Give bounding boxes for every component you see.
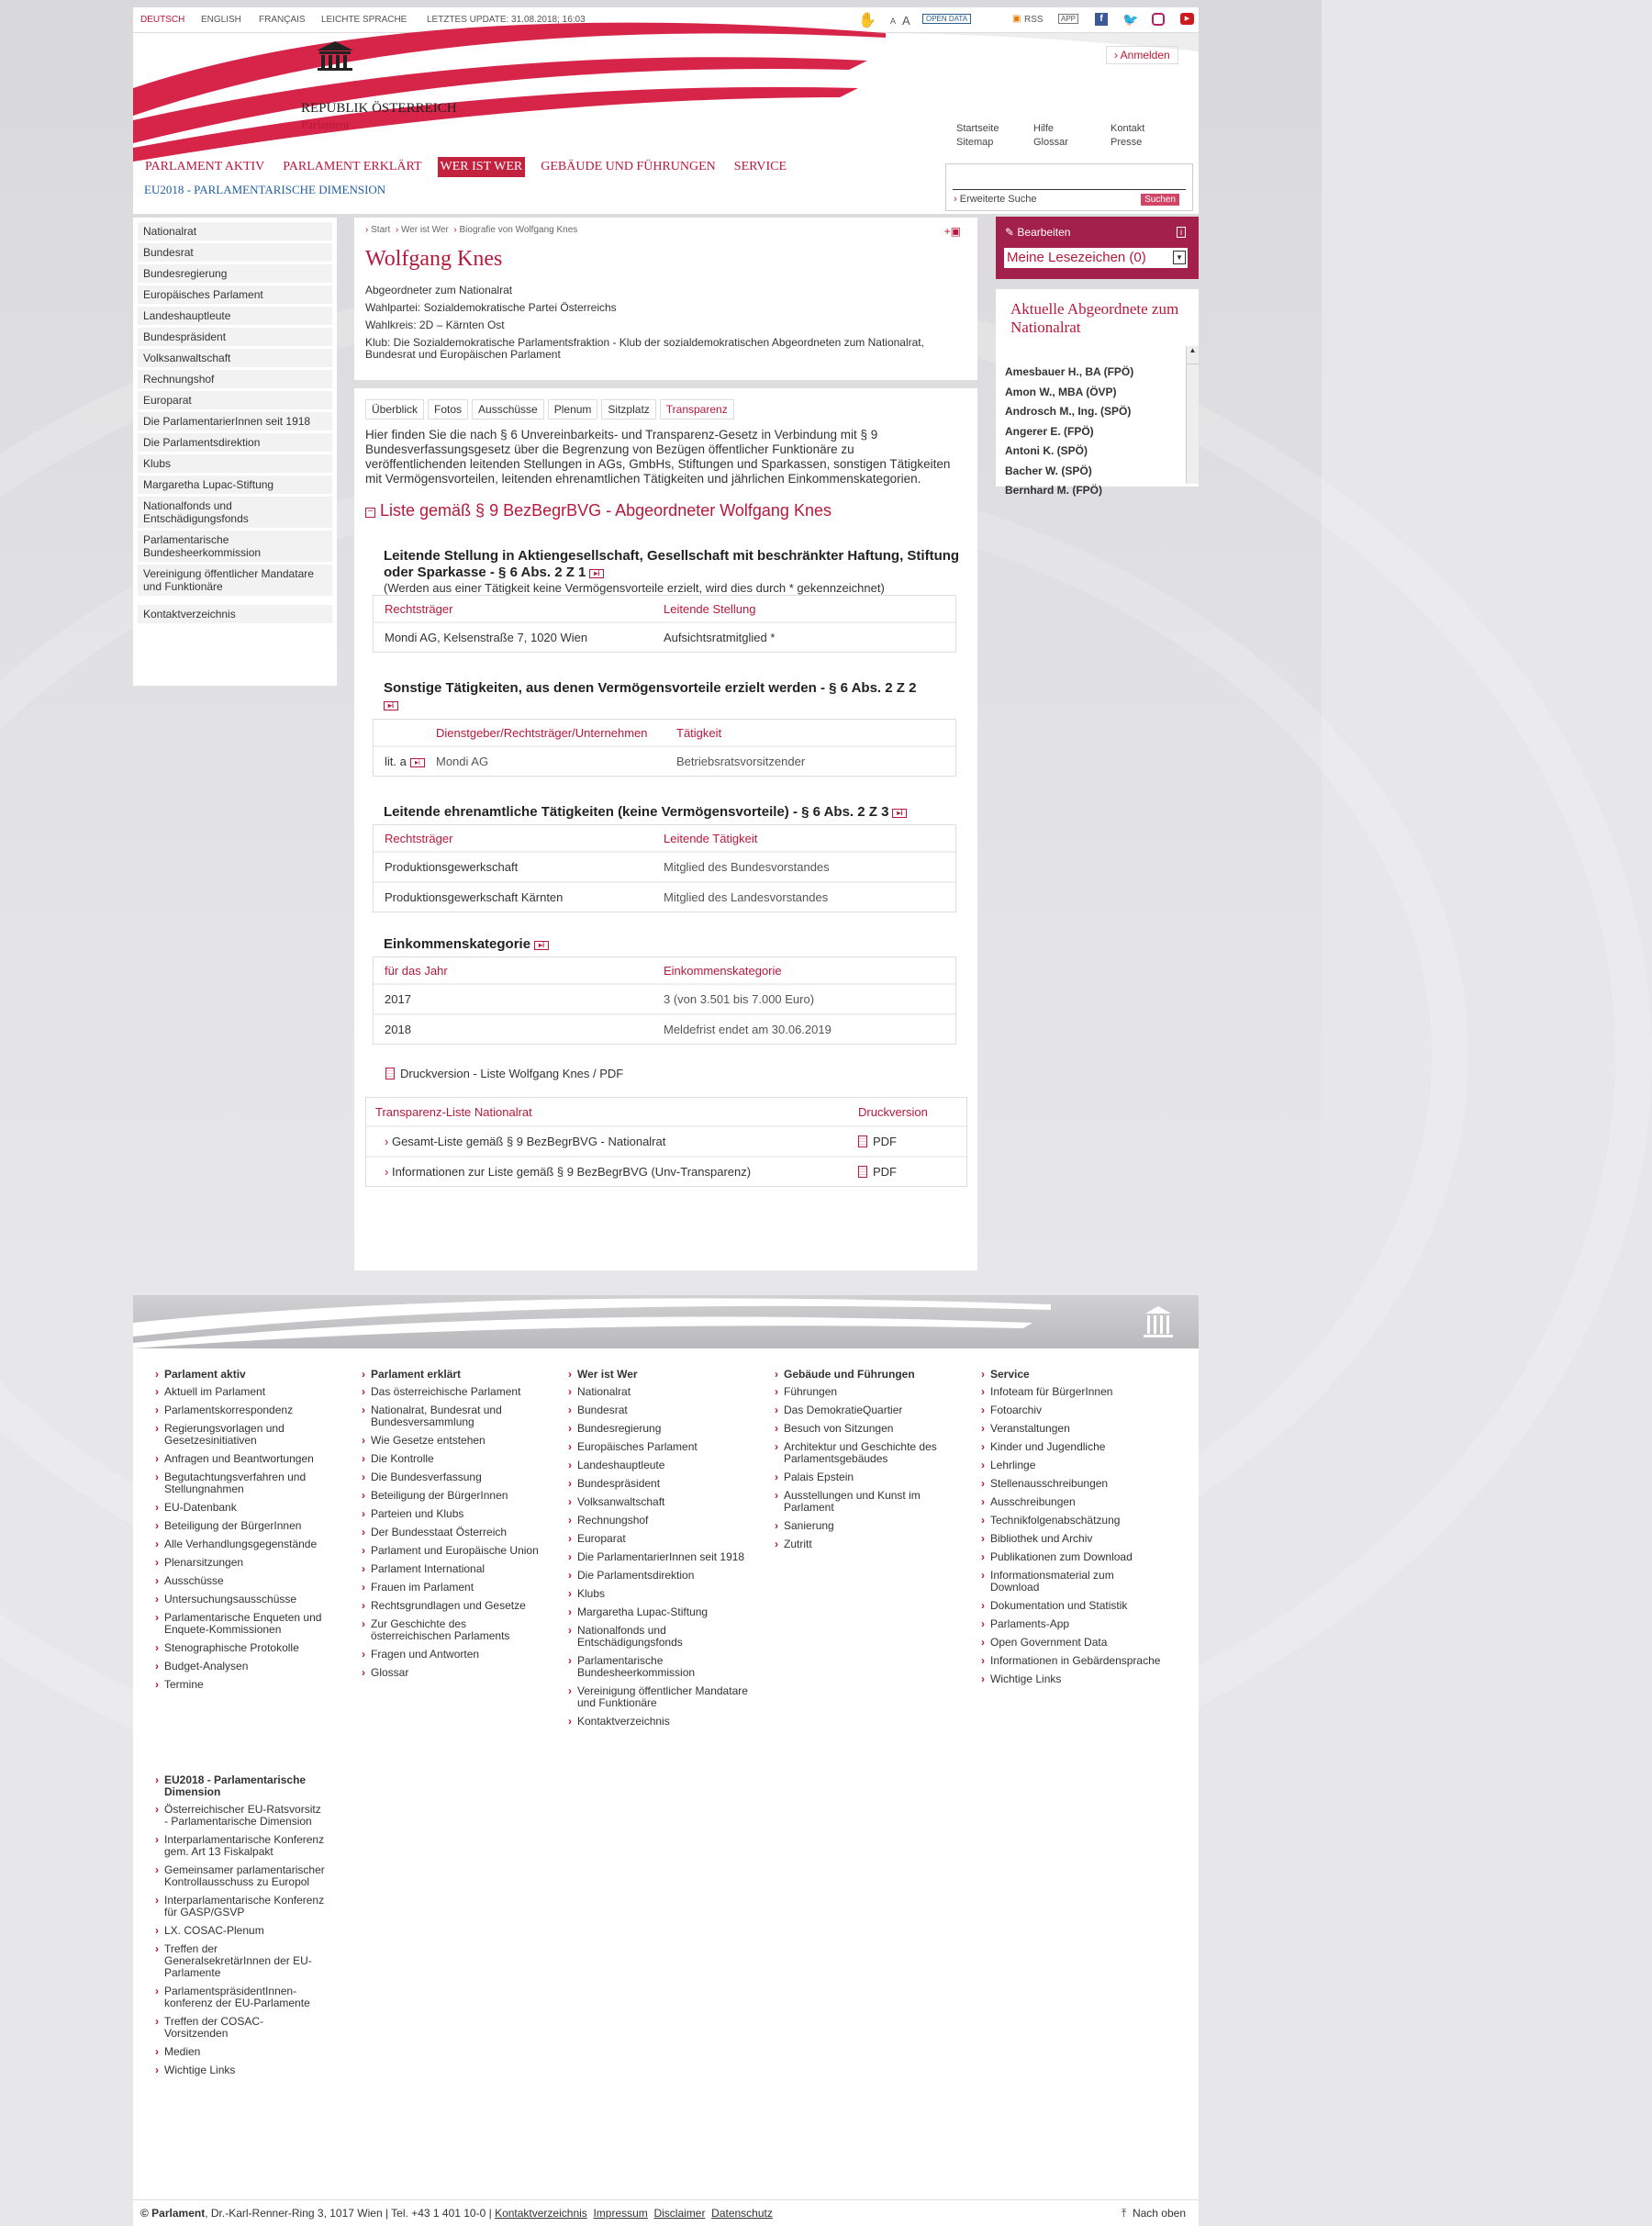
footer-column	[151, 1369, 335, 1697]
sidebar	[133, 218, 337, 686]
tab-ueberblick[interactable]: Überblick	[365, 399, 424, 419]
col-header: Rechtsträger	[385, 831, 453, 845]
link-startseite[interactable]: Startseite	[956, 123, 999, 134]
section4-title: Einkommenskategorie	[384, 936, 531, 952]
footer-link[interactable]: › Publikationen zum Download	[977, 1551, 1161, 1563]
info-icon[interactable]: ▸i	[410, 758, 425, 767]
nav-parlament-erklaert[interactable]: PARLAMENT ERKLÄRT	[283, 160, 422, 173]
table-row	[374, 745, 955, 776]
footer-link[interactable]: › Untersuchungsausschüsse	[151, 1594, 335, 1605]
sidebar-item[interactable]: Parlamentarische Bundesheerkommission	[138, 531, 332, 562]
footer-link[interactable]: › Ausstellungen und Kunst im Parlament	[771, 1490, 954, 1514]
edit-label[interactable]: Bearbeiten	[1017, 226, 1071, 239]
tab-ausschuesse[interactable]: Ausschüsse	[472, 399, 544, 419]
main-content	[354, 388, 977, 1270]
section4-heading	[384, 936, 966, 953]
members-title: Aktuelle Abgeordnete zum Nationalrat	[1010, 300, 1179, 336]
footer-link[interactable]: › Parlament International	[358, 1563, 541, 1575]
footer-link[interactable]: › Nationalrat	[564, 1386, 748, 1398]
footer-link[interactable]: › Frauen im Parlament	[358, 1582, 541, 1594]
footer-link[interactable]: › Zur Geschichte des österreichischen Parlaments	[358, 1618, 541, 1642]
copyright: © Parlament	[140, 2207, 206, 2220]
arrow-up-icon: ⤒	[1121, 2207, 1127, 2220]
members-list	[1005, 363, 1133, 501]
table-row	[374, 851, 955, 881]
sidebar-item[interactable]: Die Parlamentsdirektion	[138, 433, 332, 452]
pdf-label: PDF	[873, 1135, 897, 1148]
footer-link[interactable]: › Führungen	[771, 1386, 954, 1398]
table-cell: Mondi AG	[436, 755, 489, 768]
table-cell: Mitglied des Bundesvorstandes	[664, 860, 830, 874]
sidebar-item[interactable]: Rechnungshof	[138, 370, 332, 388]
address: , Dr.-Karl-Renner-Ring 3, 1017 Wien | Tel. +43 1 401 10-0 |	[205, 2207, 492, 2220]
sign-language-icon[interactable]: ✋	[858, 13, 876, 28]
member-link[interactable]: Androsch M., Ing. (SPÖ)	[1005, 405, 1132, 418]
sidebar-item[interactable]: Die ParlamentarierInnen seit 1918	[138, 412, 332, 431]
col-header: Rechtsträger	[385, 601, 453, 616]
table-row	[374, 621, 955, 652]
member-link[interactable]: Amon W., MBA (ÖVP)	[1005, 385, 1117, 398]
footer-column-heading[interactable]: › EU2018 - Parlamentarische Dimension	[151, 1774, 326, 1798]
sidebar-item[interactable]: Nationalfonds und Entschädigungsfonds	[138, 497, 332, 528]
footer-column-heading[interactable]: › Gebäude und Führungen	[771, 1369, 954, 1381]
footer-column	[358, 1369, 541, 1685]
app-button[interactable]: APP	[1058, 14, 1078, 24]
footer-link[interactable]: › Rechtsgrundlagen und Gesetze	[358, 1600, 541, 1612]
footer-link[interactable]: › Bundesregierung	[564, 1423, 748, 1435]
info-icon[interactable]: i	[1177, 227, 1186, 238]
link-sitemap[interactable]: Sitemap	[956, 137, 994, 148]
member-link[interactable]: Bacher W. (SPÖ)	[1005, 464, 1092, 477]
footer-link[interactable]: › Informationen in Gebärdensprache	[977, 1655, 1161, 1667]
col-header: Leitende Stellung	[664, 601, 756, 616]
footer-link[interactable]: › Ausschreibungen	[977, 1496, 1161, 1508]
info-list-link[interactable]: › Informationen zur Liste gemäß § 9 BezBegrBVG (Unv-Transparenz)	[385, 1165, 752, 1179]
tab-transparenz[interactable]: Transparenz	[660, 399, 734, 419]
crumb-current: Biografie von Wolfgang Knes	[459, 225, 578, 235]
table-cell: Produktionsgewerkschaft Kärnten	[385, 890, 564, 904]
nav-wer-ist-wer[interactable]: WER IST WER	[438, 157, 526, 177]
footer-link[interactable]: › Sanierung	[771, 1520, 954, 1532]
footer-link[interactable]: › Aktuell im Parlament	[151, 1386, 335, 1398]
list-title: Liste gemäß § 9 BezBegrBVG - Abgeordneter Wolfgang Knes	[380, 501, 832, 520]
print-label: Druckversion - Liste Wolfgang Knes / PDF	[400, 1067, 624, 1080]
tab-plenum[interactable]: Plenum	[548, 399, 598, 419]
footer-link[interactable]: › Wichtige Links	[977, 1673, 1161, 1685]
sidebar-item[interactable]: Nationalrat	[138, 222, 332, 240]
edit-panel	[996, 217, 1199, 279]
table-row	[366, 1125, 966, 1156]
footer-link-impressum[interactable]: Impressum	[593, 2207, 648, 2220]
footer-link[interactable]: › Palais Epstein	[771, 1471, 954, 1483]
footer-link[interactable]: › Regierungsvorlagen und Gesetzesinitiativen	[151, 1423, 335, 1447]
footer-link[interactable]: › Medien	[151, 2046, 326, 2058]
footer-link[interactable]: › Dokumentation und Statistik	[977, 1600, 1161, 1612]
sidebar-item[interactable]: Europarat	[138, 391, 332, 409]
footer-link[interactable]: › Treffen der COSAC-Vorsitzenden	[151, 2016, 326, 2040]
footer-swoosh	[133, 1295, 1199, 1348]
footer-link[interactable]: › Beteiligung der BürgerInnen	[358, 1490, 541, 1502]
footer-link[interactable]: › Die Parlamentsdirektion	[564, 1570, 748, 1582]
table-cell: 2017	[385, 992, 411, 1006]
link-hilfe[interactable]: Hilfe	[1033, 123, 1055, 134]
footer-link[interactable]: › Parlament und Europäische Union	[358, 1545, 541, 1557]
print-link[interactable]	[385, 1067, 966, 1080]
footer-link[interactable]: › LX. COSAC-Plenum	[151, 1925, 326, 1937]
login-label: Anmelden	[1120, 49, 1170, 62]
footer-column-heading[interactable]: › Parlament erklärt	[358, 1369, 541, 1381]
footer-link[interactable]: › Anfragen und Beantwortungen	[151, 1453, 335, 1465]
footer-link[interactable]: › Wie Gesetze entstehen	[358, 1435, 541, 1447]
footer-link[interactable]: › Die Kontrolle	[358, 1453, 541, 1465]
section3-title: Leitende ehrenamtliche Tätigkeiten (keine Vermögensvorteile) - § 6 Abs. 2 Z 3	[384, 804, 889, 820]
advanced-search-label: Erweiterte Suche	[959, 194, 1037, 205]
main-nav	[142, 157, 802, 177]
lang-deutsch[interactable]: DEUTSCH	[140, 15, 185, 25]
transparency-list-table	[365, 1097, 967, 1187]
footer-link[interactable]: › Lehrlinge	[977, 1460, 1161, 1471]
open-data-button[interactable]: OPEN DATA	[922, 14, 971, 24]
nav-parlament-aktiv[interactable]: PARLAMENT AKTIV	[145, 160, 265, 173]
back-to-top[interactable]	[1122, 2207, 1186, 2220]
bookmark-add-icon[interactable]: +▣	[943, 225, 961, 238]
crumb-wer-ist-wer[interactable]: Wer ist Wer	[400, 225, 449, 235]
scrollbar[interactable]: ▲	[1186, 346, 1199, 484]
section2-title: Sonstige Tätigkeiten, aus denen Vermögensvorteile erzielt werden - § 6 Abs. 2 Z 2	[384, 680, 917, 696]
col-header: Transparenz-Liste Nationalrat	[375, 1104, 532, 1119]
pdf-label: PDF	[873, 1165, 897, 1179]
sidebar-item[interactable]: Vereinigung öffentlicher Mandatare und Funktionäre	[138, 565, 332, 596]
member-link[interactable]: Angerer E. (FPÖ)	[1005, 424, 1094, 438]
footer-link[interactable]: › Kontaktverzeichnis	[564, 1716, 748, 1728]
footer-link[interactable]: › Bundesrat	[564, 1404, 748, 1416]
footer-link[interactable]: › Infoteam für BürgerInnen	[977, 1386, 1161, 1398]
parliament-logo-icon[interactable]	[303, 39, 367, 73]
link-presse[interactable]: Presse	[1111, 137, 1143, 148]
col-header: Druckversion	[858, 1104, 928, 1119]
member-link[interactable]: Bernhard M. (FPÖ)	[1005, 484, 1103, 497]
table-section1	[373, 595, 956, 653]
edit-icon[interactable]: ✎	[1005, 226, 1015, 239]
sidebar-item[interactable]: Volksanwaltschaft	[138, 349, 332, 367]
person-tabs	[365, 399, 966, 419]
lang-francais[interactable]: FRANÇAIS	[259, 15, 306, 25]
footer-link[interactable]: › EU-Datenbank	[151, 1502, 335, 1514]
footer-column-heading[interactable]: › Wer ist Wer	[564, 1369, 748, 1381]
link-label: Gesamt-Liste gemäß § 9 BezBegrBVG - Nationalrat	[391, 1135, 666, 1148]
table-section2	[373, 719, 956, 777]
person-party: Wahlpartei: Sozialdemokratische Partei Österreichs	[365, 301, 617, 314]
footer-link[interactable]: › Fotoarchiv	[977, 1404, 1161, 1416]
footer-link[interactable]: › Open Government Data	[977, 1637, 1161, 1649]
sidebar-item[interactable]: Kontaktverzeichnis	[138, 605, 332, 623]
breadcrumb: › Start › Wer ist Wer › Biografie von Wolfgang Knes	[365, 225, 578, 235]
search-box	[945, 163, 1193, 211]
footer-link[interactable]: › ParlamentspräsidentInnen-konferenz der EU-Parlamente	[151, 1986, 326, 2009]
sidebar-item[interactable]: Bundesregierung	[138, 264, 332, 283]
footer-link[interactable]: › Parlamentarische Enqueten und Enquete-Kommissionen	[151, 1612, 335, 1636]
person-district: Wahlkreis: 2D – Kärnten Ost	[365, 319, 505, 331]
info-icon[interactable]: ▸i	[892, 809, 907, 818]
pdf-icon	[858, 1166, 867, 1178]
crumb-start[interactable]: Start	[371, 225, 391, 235]
col-header: Dienstgeber/Rechtsträger/Unternehmen	[436, 725, 648, 740]
member-link[interactable]: Antoni K. (SPÖ)	[1005, 444, 1088, 457]
subnav-eu2018[interactable]: EU2018 - PARLAMENTARISCHE DIMENSION	[144, 183, 386, 196]
footer-link[interactable]: › Besuch von Sitzungen	[771, 1423, 954, 1435]
current-members-panel	[996, 289, 1199, 497]
footer-link[interactable]: › Interparlamentarische Konferenz gem. Art 13 Fiskalpakt	[151, 1834, 326, 1858]
footer-link[interactable]: › Das DemokratieQuartier	[771, 1404, 954, 1416]
info-icon[interactable]: ▸i	[534, 941, 549, 950]
search-input[interactable]	[953, 175, 1186, 190]
footer-link[interactable]: › Parlaments-App	[977, 1618, 1161, 1630]
footer-link[interactable]: › Nationalrat, Bundesrat und Bundesversammlung	[358, 1404, 541, 1428]
section3-heading	[384, 804, 966, 821]
table-cell: Meldefrist endet am 30.06.2019	[664, 1023, 832, 1036]
collapse-icon[interactable]: −	[365, 508, 375, 518]
lit-label: lit. a	[385, 755, 407, 768]
table-row	[366, 1156, 966, 1186]
sidebar-item[interactable]: Europäisches Parlament	[138, 285, 332, 304]
footer-link[interactable]: › Plenarsitzungen	[151, 1557, 335, 1569]
table-section4	[373, 956, 956, 1045]
footer-link[interactable]: › Zutritt	[771, 1538, 954, 1550]
pdf-link[interactable]	[858, 1135, 897, 1148]
footer-link[interactable]: › Bundespräsident	[564, 1478, 748, 1490]
link-glossar[interactable]: Glossar	[1033, 137, 1068, 148]
footer-link[interactable]: › Architektur und Geschichte des Parlamentsgebäudes	[771, 1441, 954, 1465]
col-header: Einkommenskategorie	[664, 963, 782, 978]
footer-link[interactable]: › Kinder und Jugendliche	[977, 1441, 1161, 1453]
footer-link[interactable]: › Parteien und Klubs	[358, 1508, 541, 1520]
footer-link-disclaimer[interactable]: Disclaimer	[653, 2207, 706, 2220]
footer-link[interactable]: › Glossar	[358, 1667, 541, 1679]
footer-link-kontakt[interactable]: Kontaktverzeichnis	[495, 2207, 587, 2220]
footer-link[interactable]: › Stenographische Protokolle	[151, 1642, 335, 1654]
footer-link[interactable]: › Parlamentarische Bundesheerkommission	[564, 1655, 748, 1679]
footer-link[interactable]: › Alle Verhandlungsgegenstände	[151, 1538, 335, 1550]
table-row	[374, 1013, 955, 1044]
footer-link[interactable]: › Das österreichische Parlament	[358, 1386, 541, 1398]
pdf-icon	[858, 1135, 867, 1147]
rss-link[interactable]: RSS	[1024, 15, 1044, 25]
tab-sitzplatz[interactable]: Sitzplatz	[601, 399, 655, 419]
col-header: Tätigkeit	[676, 725, 722, 740]
table-cell: Produktionsgewerkschaft	[385, 860, 519, 874]
section2-heading	[384, 680, 971, 713]
font-larger-button[interactable]: A	[902, 14, 910, 28]
col-header: Leitende Tätigkeit	[664, 831, 758, 845]
bookmarks-label: Meine Lesezeichen (0)	[1007, 250, 1146, 265]
table-cell: Betriebsratsvorsitzender	[676, 755, 806, 768]
link-kontakt[interactable]: Kontakt	[1111, 123, 1145, 134]
footer-column	[564, 1369, 748, 1734]
footer-link[interactable]: › Rechnungshof	[564, 1515, 748, 1527]
pdf-icon	[385, 1068, 395, 1079]
table-cell: Aufsichtsratmitglied *	[664, 631, 776, 644]
table-section3	[373, 824, 956, 912]
nav-gebaeude[interactable]: GEBÄUDE UND FÜHRUNGEN	[541, 160, 716, 173]
footer-link[interactable]: › Ausschüsse	[151, 1575, 335, 1587]
footer-column	[977, 1369, 1161, 1692]
footer-link[interactable]: › Der Bundesstaat Österreich	[358, 1527, 541, 1538]
sidebar-item[interactable]: Bundesrat	[138, 243, 332, 262]
footer-link[interactable]: › Europäisches Parlament	[564, 1441, 748, 1453]
footer-link[interactable]: › Vereinigung öffentlicher Mandatare und Funktionäre	[564, 1685, 748, 1709]
table-row	[374, 983, 955, 1013]
sidebar-item[interactable]: Landeshauptleute	[138, 307, 332, 325]
instagram-icon[interactable]	[1152, 13, 1165, 26]
youtube-icon[interactable]: ▶	[1180, 13, 1194, 25]
footer-link-datenschutz[interactable]: Datenschutz	[711, 2207, 773, 2220]
footer-link[interactable]: › Termine	[151, 1679, 335, 1691]
footer-column-heading[interactable]: › Service	[977, 1369, 1161, 1381]
nav-service[interactable]: SERVICE	[733, 160, 787, 173]
brand-subtitle[interactable]: Parlament	[301, 117, 350, 131]
advanced-search-link[interactable]: › Erweiterte Suche	[954, 194, 1037, 205]
rss-icon[interactable]: ▣	[1012, 14, 1021, 24]
twitter-icon[interactable]: 🐦	[1122, 12, 1139, 27]
footer-link[interactable]: › Budget-Analysen	[151, 1661, 335, 1672]
search-button[interactable]: Suchen	[1141, 194, 1179, 206]
section1-heading	[384, 548, 962, 581]
tab-fotos[interactable]: Fotos	[428, 399, 468, 419]
footer-link[interactable]: › Treffen der GeneralsekretärInnen der EU-Parlamente	[151, 1943, 326, 1979]
footer	[133, 1295, 1199, 2226]
footer-link[interactable]: › Interparlamentarische Konferenz für GASP/GSVP	[151, 1895, 326, 1918]
footer-column	[771, 1369, 954, 1557]
section1-title: Leitende Stellung in Aktiengesellschaft, Gesellschaft mit beschränkter Haftung, Stiftung oder Sparkasse - § 6 Abs. 2 Z 1	[384, 548, 960, 580]
footer-link[interactable]: › Parlamentskorrespondenz	[151, 1404, 335, 1416]
header	[133, 7, 1199, 214]
pdf-link[interactable]	[858, 1165, 897, 1179]
table-cell: 3 (von 3.501 bis 7.000 Euro)	[664, 992, 815, 1006]
person-header	[354, 218, 977, 380]
footer-link[interactable]: › Klubs	[564, 1588, 748, 1600]
footer-link[interactable]: › Wichtige Links	[151, 2064, 326, 2076]
footer-link[interactable]: › Die Bundesverfassung	[358, 1471, 541, 1483]
top-links	[956, 122, 1144, 150]
footer-link[interactable]: › Landeshauptleute	[564, 1460, 748, 1471]
section1-note: (Werden aus einer Tätigkeit keine Vermögensvorteile erzielt, wird dies durch * gekennzeichnet)	[384, 581, 885, 595]
sidebar-item[interactable]: Margaretha Lupac-Stiftung	[138, 475, 332, 494]
footer-link[interactable]: › Bibliothek und Archiv	[977, 1533, 1161, 1545]
lang-english[interactable]: ENGLISH	[201, 15, 241, 25]
lang-leichte-sprache[interactable]: LEICHTE SPRACHE	[321, 15, 407, 25]
list-heading[interactable]	[365, 501, 966, 520]
footer-link[interactable]: › Technikfolgenabschätzung	[977, 1515, 1161, 1527]
sidebar-item[interactable]: Klubs	[138, 454, 332, 473]
person-club: Klub: Die Sozialdemokratische Parlamentsfraktion - Klub der sozialdemokratischen Abgeordneten zum Nationalrat, Bundesrat und Europäischen Parlament	[365, 336, 924, 361]
link-label: Informationen zur Liste gemäß § 9 BezBegrBVG (Unv-Transparenz)	[391, 1165, 752, 1179]
footer-column-heading[interactable]: › Parlament aktiv	[151, 1369, 335, 1381]
table-row	[374, 881, 955, 912]
brand-title[interactable]: REPUBLIK ÖSTERREICH	[301, 101, 457, 116]
bookmarks-select[interactable]	[1004, 248, 1188, 268]
footer-link[interactable]: › Beteiligung der BürgerInnen	[151, 1520, 335, 1532]
info-icon[interactable]: ▸i	[384, 701, 398, 710]
facebook-icon[interactable]: f	[1095, 13, 1108, 26]
page-title: Wolfgang Knes	[365, 247, 503, 271]
footer-bar	[133, 2199, 1199, 2226]
footer-link[interactable]: › Gemeinsamer parlamentarischer Kontrollausschuss zu Europol	[151, 1864, 326, 1888]
footer-link[interactable]: › Volksanwaltschaft	[564, 1496, 748, 1508]
person-role: Abgeordneter zum Nationalrat	[365, 284, 513, 296]
footer-link[interactable]: › Begutachtungsverfahren und Stellungnahmen	[151, 1471, 335, 1495]
footer-link[interactable]: › Fragen und Antworten	[358, 1649, 541, 1661]
font-smaller-button[interactable]: A	[890, 17, 897, 26]
sidebar-item[interactable]: Bundespräsident	[138, 328, 332, 346]
col-header: für das Jahr	[385, 963, 448, 978]
footer-link[interactable]: › Nationalfonds und Entschädigungsfonds	[564, 1625, 748, 1649]
back-to-top-label: Nach oben	[1132, 2207, 1186, 2220]
footer-link[interactable]: › Margaretha Lupac-Stiftung	[564, 1606, 748, 1618]
table-cell: Mondi AG, Kelsenstraße 7, 1020 Wien	[385, 631, 588, 644]
last-update: LETZTES UPDATE: 31.08.2018; 16:03	[427, 15, 586, 25]
intro-text: Hier finden Sie die nach § 6 Unvereinbarkeits- und Transparenz-Gesetz in Verbindung mit § 9 Bundesverfassungsgesetz über die Begrenzung von Bezügen öffentlicher Funktionäre zu veröffentlichenden leitenden Stellungen in AGs, GmbHs, Stiftungen und Sparkassen, sonstigen Tätigkeiten mit Vermögensvorteilen, leitenden ehrenamtlichen Tätigkeiten und jährlichen Einkommenskategorien.	[365, 428, 951, 486]
login-button[interactable]: › Anmelden	[1106, 46, 1178, 64]
footer-link[interactable]: › Europarat	[564, 1533, 748, 1545]
footer-column-eu2018	[151, 1774, 326, 2083]
member-link[interactable]: Amesbauer H., BA (FPÖ)	[1005, 365, 1134, 378]
footer-link[interactable]: › Informationsmaterial zum Download	[977, 1570, 1161, 1594]
footer-link[interactable]: › Stellenausschreibungen	[977, 1478, 1161, 1490]
footer-link[interactable]: › Die ParlamentarierInnen seit 1918	[564, 1551, 748, 1563]
chevron-down-icon[interactable]: ▼	[1173, 251, 1186, 264]
info-icon[interactable]: ▸i	[589, 569, 604, 578]
transparency-list-link[interactable]: › Gesamt-Liste gemäß § 9 BezBegrBVG - Nationalrat	[385, 1135, 666, 1148]
footer-link[interactable]: › Österreichischer EU-Ratsvorsitz - Parlamentarische Dimension	[151, 1804, 326, 1828]
table-cell: Mitglied des Landesvorstandes	[664, 890, 829, 904]
table-cell: 2018	[385, 1023, 411, 1036]
footer-link[interactable]: › Veranstaltungen	[977, 1423, 1161, 1435]
